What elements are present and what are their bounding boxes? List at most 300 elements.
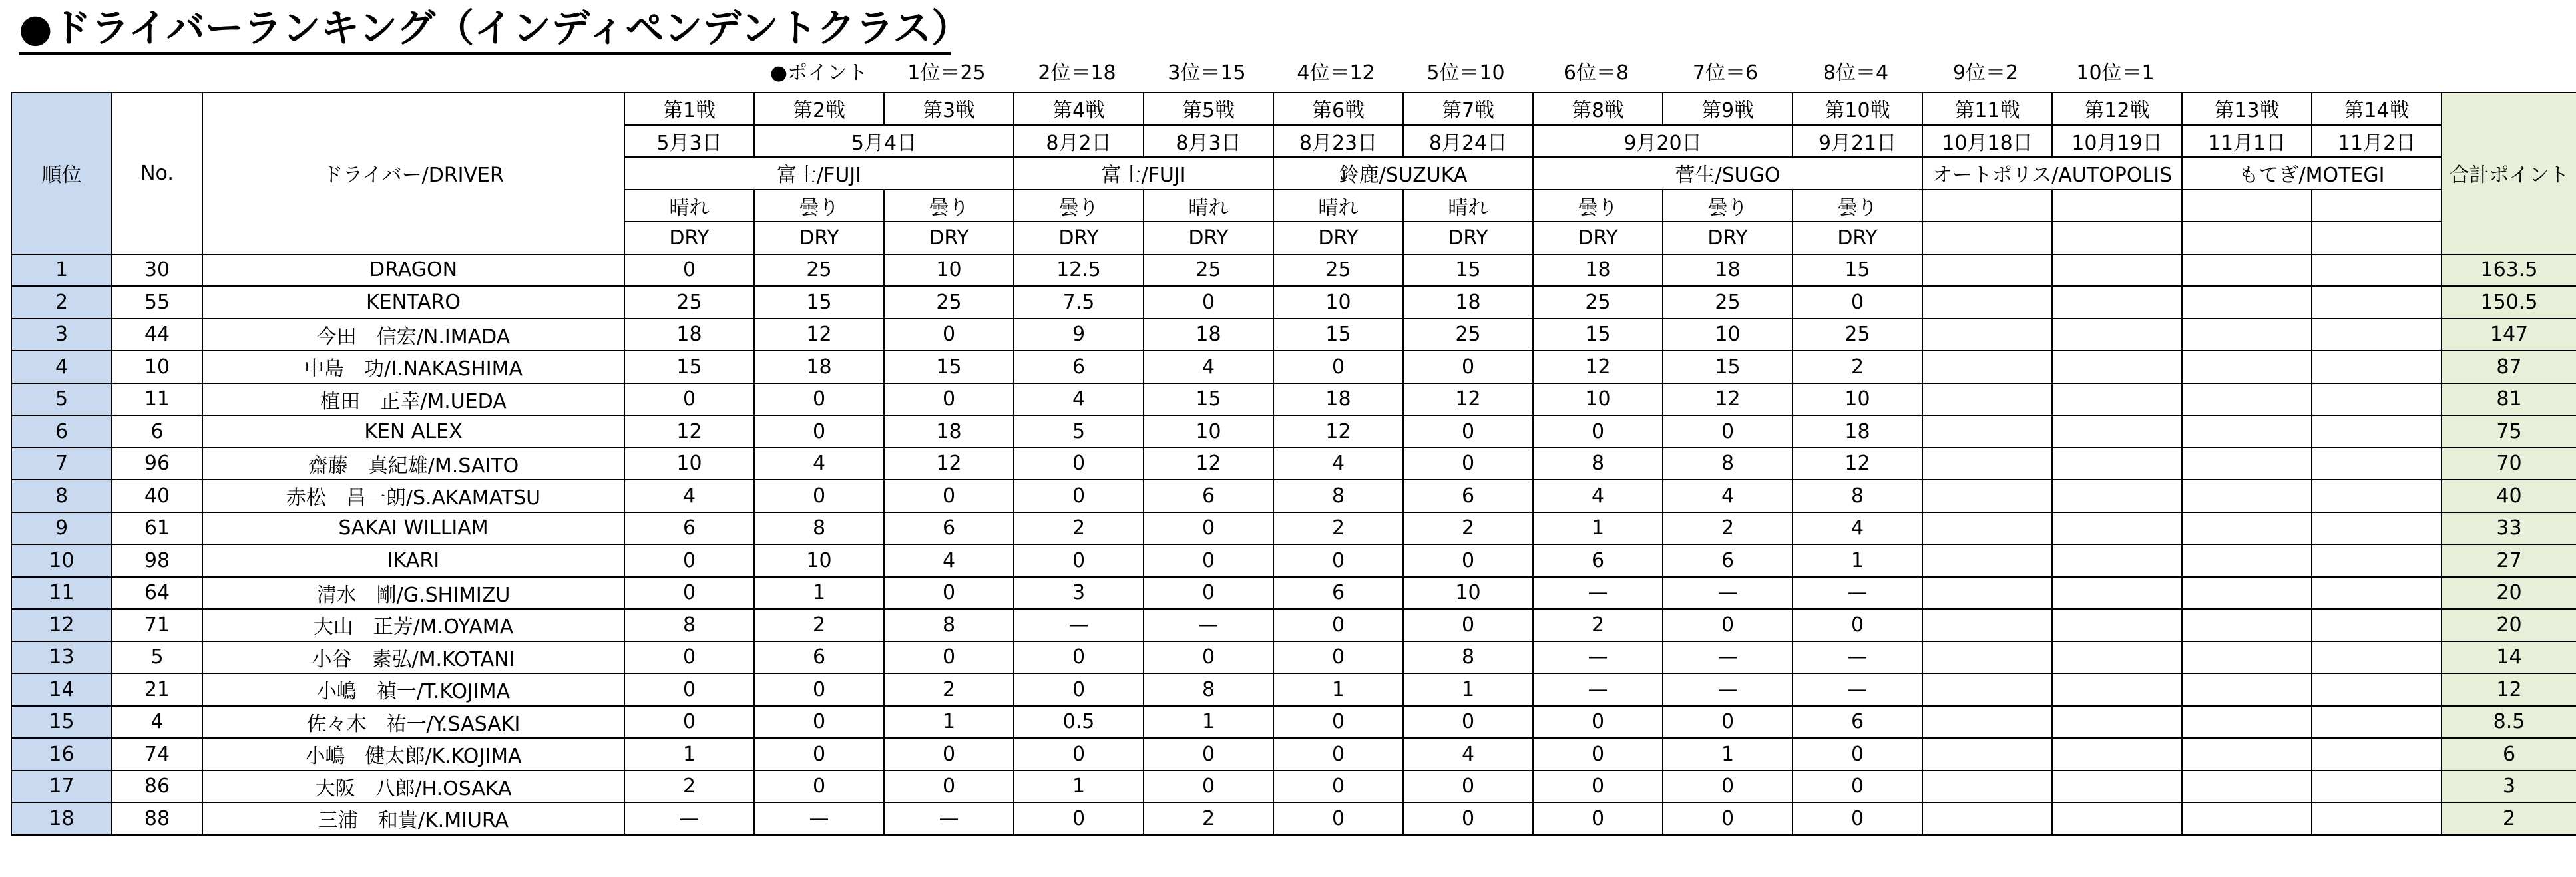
cell-points: 0 xyxy=(1014,448,1144,480)
cell-total: 6 xyxy=(2442,738,2576,771)
cell-points: 4 xyxy=(1144,351,1273,383)
cell-total: 20 xyxy=(2442,609,2576,641)
cell-driver: KENTARO xyxy=(202,286,624,319)
cell-points: 12 xyxy=(1533,351,1663,383)
cell-points xyxy=(2052,609,2182,641)
cell-points: 0 xyxy=(1273,802,1403,835)
cell-points: 12 xyxy=(884,448,1014,480)
cell-points: 25 xyxy=(884,286,1014,319)
cell-driver: 小谷 素弘/M.KOTANI xyxy=(202,641,624,674)
cell-points xyxy=(2182,609,2312,641)
cell-points: 0 xyxy=(754,706,884,739)
cell-pos: 14 xyxy=(11,673,112,706)
table-row xyxy=(11,544,2576,577)
cell-points xyxy=(1922,706,2052,739)
cell-points: 2 xyxy=(754,609,884,641)
cell-points: 4 xyxy=(1663,480,1793,512)
cell-points: 6 xyxy=(754,641,884,674)
cell-driver: 今田 信宏/N.IMADA xyxy=(202,319,624,351)
cell-points: 0 xyxy=(1014,802,1144,835)
cell-driver: 大阪 八郎/H.OSAKA xyxy=(202,771,624,803)
header-round: 第1戦 xyxy=(624,92,754,125)
cell-pos: 17 xyxy=(11,771,112,803)
cell-points: 1 xyxy=(884,706,1014,739)
cell-points xyxy=(1922,673,2052,706)
cell-points: 25 xyxy=(1144,254,1273,287)
cell-no: 74 xyxy=(112,738,202,771)
points-legend-item: ●ポイント xyxy=(769,61,868,85)
cell-points xyxy=(2182,673,2312,706)
cell-points: 10 xyxy=(1144,415,1273,448)
points-legend-item: 4位＝12 xyxy=(1297,61,1375,85)
table-row xyxy=(11,577,2576,610)
cell-points: 3 xyxy=(1014,577,1144,610)
header-round: 第4戦 xyxy=(1014,92,1144,125)
cell-points: 25 xyxy=(1273,254,1403,287)
cell-points: 4 xyxy=(1533,480,1663,512)
cell-points xyxy=(2312,609,2442,641)
cell-pos: 5 xyxy=(11,383,112,416)
cell-points: — xyxy=(1144,609,1273,641)
cell-driver: 三浦 和貴/K.MIURA xyxy=(202,802,624,835)
cell-points: 6 xyxy=(1273,577,1403,610)
cell-no: 40 xyxy=(112,480,202,512)
cell-points: 15 xyxy=(754,286,884,319)
table-row xyxy=(11,609,2576,641)
cell-points xyxy=(2182,738,2312,771)
cell-points: 0 xyxy=(754,738,884,771)
cell-pos: 2 xyxy=(11,286,112,319)
cell-total: 33 xyxy=(2442,512,2576,545)
cell-points: 10 xyxy=(754,544,884,577)
header-total: 合計ポイント xyxy=(2442,92,2576,254)
cell-points: 12 xyxy=(1273,415,1403,448)
header-round: 第10戦 xyxy=(1793,92,1922,125)
table-row xyxy=(11,286,2576,319)
cell-points: 4 xyxy=(624,480,754,512)
cell-points xyxy=(2182,512,2312,545)
cell-no: 96 xyxy=(112,448,202,480)
cell-points: 9 xyxy=(1014,319,1144,351)
cell-pos: 13 xyxy=(11,641,112,674)
cell-pos: 7 xyxy=(11,448,112,480)
cell-pos: 8 xyxy=(11,480,112,512)
header-surface: DRY xyxy=(1663,222,1793,254)
header-surface: DRY xyxy=(1014,222,1144,254)
points-legend-item: 10位＝1 xyxy=(2076,61,2155,85)
cell-pos: 10 xyxy=(11,544,112,577)
cell-points xyxy=(2182,351,2312,383)
header-date: 8月24日 xyxy=(1403,125,1533,158)
cell-pos: 12 xyxy=(11,609,112,641)
cell-points xyxy=(1922,544,2052,577)
cell-points xyxy=(2182,448,2312,480)
cell-points: 0 xyxy=(1793,286,1922,319)
cell-points: 0 xyxy=(754,673,884,706)
table-row xyxy=(11,480,2576,512)
cell-points xyxy=(1922,319,2052,351)
cell-points: 8 xyxy=(884,609,1014,641)
cell-points: 8 xyxy=(1793,480,1922,512)
cell-points: 2 xyxy=(1793,351,1922,383)
cell-points: 5 xyxy=(1014,415,1144,448)
cell-points: 12 xyxy=(1793,448,1922,480)
cell-points: 0 xyxy=(1273,738,1403,771)
cell-points xyxy=(2052,544,2182,577)
table-row xyxy=(11,706,2576,739)
cell-points: 1 xyxy=(1273,673,1403,706)
cell-points: 10 xyxy=(624,448,754,480)
header-round: 第2戦 xyxy=(754,92,884,125)
table-row xyxy=(11,448,2576,480)
header-surface: DRY xyxy=(754,222,884,254)
cell-points: 8 xyxy=(1533,448,1663,480)
cell-points: 0 xyxy=(1403,448,1533,480)
cell-points: — xyxy=(1793,641,1922,674)
cell-points: — xyxy=(884,802,1014,835)
cell-points: 4 xyxy=(1273,448,1403,480)
cell-points xyxy=(2052,286,2182,319)
cell-driver: 小嶋 禎一/T.KOJIMA xyxy=(202,673,624,706)
header-round: 第9戦 xyxy=(1663,92,1793,125)
cell-points: 25 xyxy=(624,286,754,319)
header-surface: DRY xyxy=(1273,222,1403,254)
cell-pos: 1 xyxy=(11,254,112,287)
cell-points xyxy=(2052,448,2182,480)
table-row xyxy=(11,319,2576,351)
cell-points xyxy=(2182,771,2312,803)
cell-driver: 佐々木 祐一/Y.SASAKI xyxy=(202,706,624,739)
cell-points: 8 xyxy=(1403,641,1533,674)
cell-points xyxy=(1922,254,2052,287)
header-date: 5月4日 xyxy=(754,125,1014,158)
cell-points: 0 xyxy=(1014,673,1144,706)
cell-points: 4 xyxy=(1403,738,1533,771)
cell-total: 14 xyxy=(2442,641,2576,674)
cell-points: 0 xyxy=(624,544,754,577)
cell-points: — xyxy=(1663,577,1793,610)
cell-points: 10 xyxy=(1793,383,1922,416)
cell-points: 10 xyxy=(1663,319,1793,351)
cell-points: 0 xyxy=(884,319,1014,351)
cell-points: 2 xyxy=(624,771,754,803)
cell-points xyxy=(2052,383,2182,416)
cell-points: 0 xyxy=(1403,706,1533,739)
cell-points: 15 xyxy=(1403,254,1533,287)
cell-driver: IKARI xyxy=(202,544,624,577)
cell-points: 4 xyxy=(884,544,1014,577)
cell-points: 0 xyxy=(1014,544,1144,577)
table-row xyxy=(11,738,2576,771)
cell-points: 0 xyxy=(1533,802,1663,835)
cell-pos: 16 xyxy=(11,738,112,771)
cell-points: 0 xyxy=(624,706,754,739)
cell-points xyxy=(1922,286,2052,319)
cell-points: 10 xyxy=(1403,577,1533,610)
cell-points: 0 xyxy=(884,480,1014,512)
cell-points xyxy=(2182,480,2312,512)
cell-points: 6 xyxy=(1403,480,1533,512)
cell-points xyxy=(2182,706,2312,739)
cell-points xyxy=(2312,286,2442,319)
header-driver: ドライバー/DRIVER xyxy=(202,92,624,254)
header-circuit: 富士/FUJI xyxy=(1014,157,1273,190)
header-weather: 曇り xyxy=(1533,190,1663,222)
header-weather: 晴れ xyxy=(1403,190,1533,222)
cell-points: 6 xyxy=(1144,480,1273,512)
cell-points xyxy=(2052,641,2182,674)
cell-points xyxy=(2052,480,2182,512)
points-legend-item: 7位＝6 xyxy=(1692,61,1759,85)
cell-points: 0 xyxy=(754,415,884,448)
cell-points: 0 xyxy=(1273,351,1403,383)
header-weather: 曇り xyxy=(1663,190,1793,222)
points-legend-item: 6位＝8 xyxy=(1563,61,1629,85)
cell-points: 0 xyxy=(1144,771,1273,803)
cell-points: — xyxy=(1663,641,1793,674)
cell-points xyxy=(2052,577,2182,610)
cell-points: 6 xyxy=(624,512,754,545)
cell-points: 0 xyxy=(1403,415,1533,448)
header-surface xyxy=(2052,222,2182,254)
cell-points: 0 xyxy=(1144,512,1273,545)
cell-points: — xyxy=(1014,609,1144,641)
cell-points: 10 xyxy=(1273,286,1403,319)
cell-points xyxy=(2312,254,2442,287)
cell-points: 0 xyxy=(1273,706,1403,739)
cell-points: 8 xyxy=(624,609,754,641)
cell-points: 18 xyxy=(1403,286,1533,319)
points-legend-item: 2位＝18 xyxy=(1038,61,1116,85)
cell-points: 0 xyxy=(1403,544,1533,577)
cell-points: 18 xyxy=(624,319,754,351)
cell-points xyxy=(1922,609,2052,641)
points-legend-item: 5位＝10 xyxy=(1426,61,1505,85)
cell-points xyxy=(2312,544,2442,577)
cell-points: 15 xyxy=(624,351,754,383)
cell-no: 55 xyxy=(112,286,202,319)
cell-points: — xyxy=(1533,577,1663,610)
cell-points xyxy=(2052,351,2182,383)
cell-points: 12 xyxy=(624,415,754,448)
cell-points xyxy=(2182,577,2312,610)
header-circuit: 富士/FUJI xyxy=(624,157,1014,190)
header-round: 第3戦 xyxy=(884,92,1014,125)
cell-points xyxy=(2052,254,2182,287)
header-circuit: オートポリス/AUTOPOLIS xyxy=(1922,157,2182,190)
cell-no: 5 xyxy=(112,641,202,674)
cell-points: 8 xyxy=(754,512,884,545)
cell-points: 12 xyxy=(1403,383,1533,416)
cell-points: 0 xyxy=(624,641,754,674)
cell-pos: 6 xyxy=(11,415,112,448)
header-weather xyxy=(2052,190,2182,222)
table-row xyxy=(11,802,2576,835)
header-surface: DRY xyxy=(1533,222,1663,254)
cell-points: 0 xyxy=(624,383,754,416)
cell-points xyxy=(2182,415,2312,448)
table-row xyxy=(11,771,2576,803)
header-surface: DRY xyxy=(624,222,754,254)
cell-points: 0 xyxy=(884,383,1014,416)
header-weather: 曇り xyxy=(884,190,1014,222)
header-surface: DRY xyxy=(1403,222,1533,254)
table-row xyxy=(11,351,2576,383)
cell-points xyxy=(2312,415,2442,448)
header-date: 10月18日 xyxy=(1922,125,2052,158)
cell-driver: 中島 功/I.NAKASHIMA xyxy=(202,351,624,383)
cell-points xyxy=(1922,738,2052,771)
cell-points xyxy=(1922,577,2052,610)
cell-no: 11 xyxy=(112,383,202,416)
cell-points: — xyxy=(1793,577,1922,610)
cell-points xyxy=(2312,480,2442,512)
cell-points: 18 xyxy=(884,415,1014,448)
cell-pos: 18 xyxy=(11,802,112,835)
cell-total: 40 xyxy=(2442,480,2576,512)
title-underline xyxy=(19,52,951,55)
cell-no: 64 xyxy=(112,577,202,610)
cell-points xyxy=(2312,577,2442,610)
header-round: 第14戦 xyxy=(2312,92,2442,125)
header-weather: 晴れ xyxy=(1144,190,1273,222)
cell-total: 27 xyxy=(2442,544,2576,577)
cell-total: 87 xyxy=(2442,351,2576,383)
cell-points xyxy=(2182,383,2312,416)
cell-points: 0 xyxy=(1533,738,1663,771)
points-legend-item: 8位＝4 xyxy=(1823,61,1889,85)
cell-points: 0 xyxy=(754,771,884,803)
cell-driver: 大山 正芳/M.OYAMA xyxy=(202,609,624,641)
cell-points: 1 xyxy=(1533,512,1663,545)
cell-points xyxy=(2052,771,2182,803)
header-weather: 晴れ xyxy=(624,190,754,222)
cell-points: 12 xyxy=(1663,383,1793,416)
cell-points: 0 xyxy=(1144,286,1273,319)
header-surface xyxy=(2182,222,2312,254)
cell-points: 0 xyxy=(1663,415,1793,448)
cell-points xyxy=(1922,512,2052,545)
cell-points: — xyxy=(1533,673,1663,706)
cell-points xyxy=(1922,771,2052,803)
cell-no: 44 xyxy=(112,319,202,351)
cell-points: 10 xyxy=(884,254,1014,287)
cell-points: — xyxy=(1533,641,1663,674)
cell-points: 6 xyxy=(1014,351,1144,383)
header-date: 9月21日 xyxy=(1793,125,1922,158)
cell-points: 15 xyxy=(884,351,1014,383)
cell-points: 4 xyxy=(754,448,884,480)
cell-points: 0 xyxy=(1663,771,1793,803)
cell-points: 6 xyxy=(884,512,1014,545)
cell-points: 0 xyxy=(754,383,884,416)
cell-points: 4 xyxy=(1793,512,1922,545)
cell-points: 0 xyxy=(1014,641,1144,674)
cell-points: 1 xyxy=(1144,706,1273,739)
cell-points xyxy=(1922,351,2052,383)
cell-points: 15 xyxy=(1144,383,1273,416)
cell-points: 0 xyxy=(1403,351,1533,383)
table-row xyxy=(11,512,2576,545)
cell-points xyxy=(2312,706,2442,739)
cell-points xyxy=(1922,802,2052,835)
cell-total: 75 xyxy=(2442,415,2576,448)
cell-points: 8 xyxy=(1663,448,1793,480)
cell-points xyxy=(2182,286,2312,319)
cell-points: — xyxy=(754,802,884,835)
cell-points: 2 xyxy=(1533,609,1663,641)
cell-points: 2 xyxy=(1403,512,1533,545)
header-date: 11月2日 xyxy=(2312,125,2442,158)
cell-points: — xyxy=(1793,673,1922,706)
header-date: 8月3日 xyxy=(1144,125,1273,158)
cell-points: 2 xyxy=(884,673,1014,706)
cell-points: 6 xyxy=(1533,544,1663,577)
cell-points: 6 xyxy=(1663,544,1793,577)
cell-total: 2 xyxy=(2442,802,2576,835)
cell-points: 0 xyxy=(1793,802,1922,835)
cell-points xyxy=(1922,641,2052,674)
header-round: 第6戦 xyxy=(1273,92,1403,125)
cell-points xyxy=(2052,319,2182,351)
header-circuit: もてぎ/MOTEGI xyxy=(2182,157,2442,190)
cell-points: 0 xyxy=(1273,641,1403,674)
header-round: 第13戦 xyxy=(2182,92,2312,125)
cell-points: 0 xyxy=(1403,802,1533,835)
header-date: 9月20日 xyxy=(1533,125,1793,158)
cell-total: 3 xyxy=(2442,771,2576,803)
cell-points: 2 xyxy=(1014,512,1144,545)
cell-points: 0 xyxy=(1793,609,1922,641)
cell-pos: 15 xyxy=(11,706,112,739)
cell-points: 8 xyxy=(1144,673,1273,706)
cell-points: 25 xyxy=(754,254,884,287)
cell-points xyxy=(2052,738,2182,771)
cell-points: 0 xyxy=(1793,771,1922,803)
cell-points: 1 xyxy=(1403,673,1533,706)
header-surface: DRY xyxy=(884,222,1014,254)
cell-no: 71 xyxy=(112,609,202,641)
cell-points: 0 xyxy=(1273,609,1403,641)
cell-points: 0 xyxy=(1273,771,1403,803)
cell-points xyxy=(2052,512,2182,545)
table-row xyxy=(11,254,2576,287)
cell-points xyxy=(1922,383,2052,416)
cell-points: — xyxy=(624,802,754,835)
header-no: No. xyxy=(112,92,202,254)
cell-total: 20 xyxy=(2442,577,2576,610)
ranking-table xyxy=(11,92,2576,836)
header-date: 11月1日 xyxy=(2182,125,2312,158)
cell-points: 10 xyxy=(1533,383,1663,416)
cell-points: 0 xyxy=(1403,609,1533,641)
cell-driver: 赤松 昌一朗/S.AKAMATSU xyxy=(202,480,624,512)
cell-points: 0 xyxy=(624,577,754,610)
cell-points xyxy=(2052,706,2182,739)
cell-points: 0 xyxy=(754,480,884,512)
header-surface: DRY xyxy=(1144,222,1273,254)
cell-no: 61 xyxy=(112,512,202,545)
cell-driver: 小嶋 健太郎/K.KOJIMA xyxy=(202,738,624,771)
points-legend-item: 1位＝25 xyxy=(907,61,986,85)
cell-total: 150.5 xyxy=(2442,286,2576,319)
cell-points: 0 xyxy=(1533,706,1663,739)
cell-points xyxy=(2312,641,2442,674)
cell-total: 147 xyxy=(2442,319,2576,351)
cell-points xyxy=(2312,512,2442,545)
cell-no: 98 xyxy=(112,544,202,577)
points-legend xyxy=(0,59,2576,88)
